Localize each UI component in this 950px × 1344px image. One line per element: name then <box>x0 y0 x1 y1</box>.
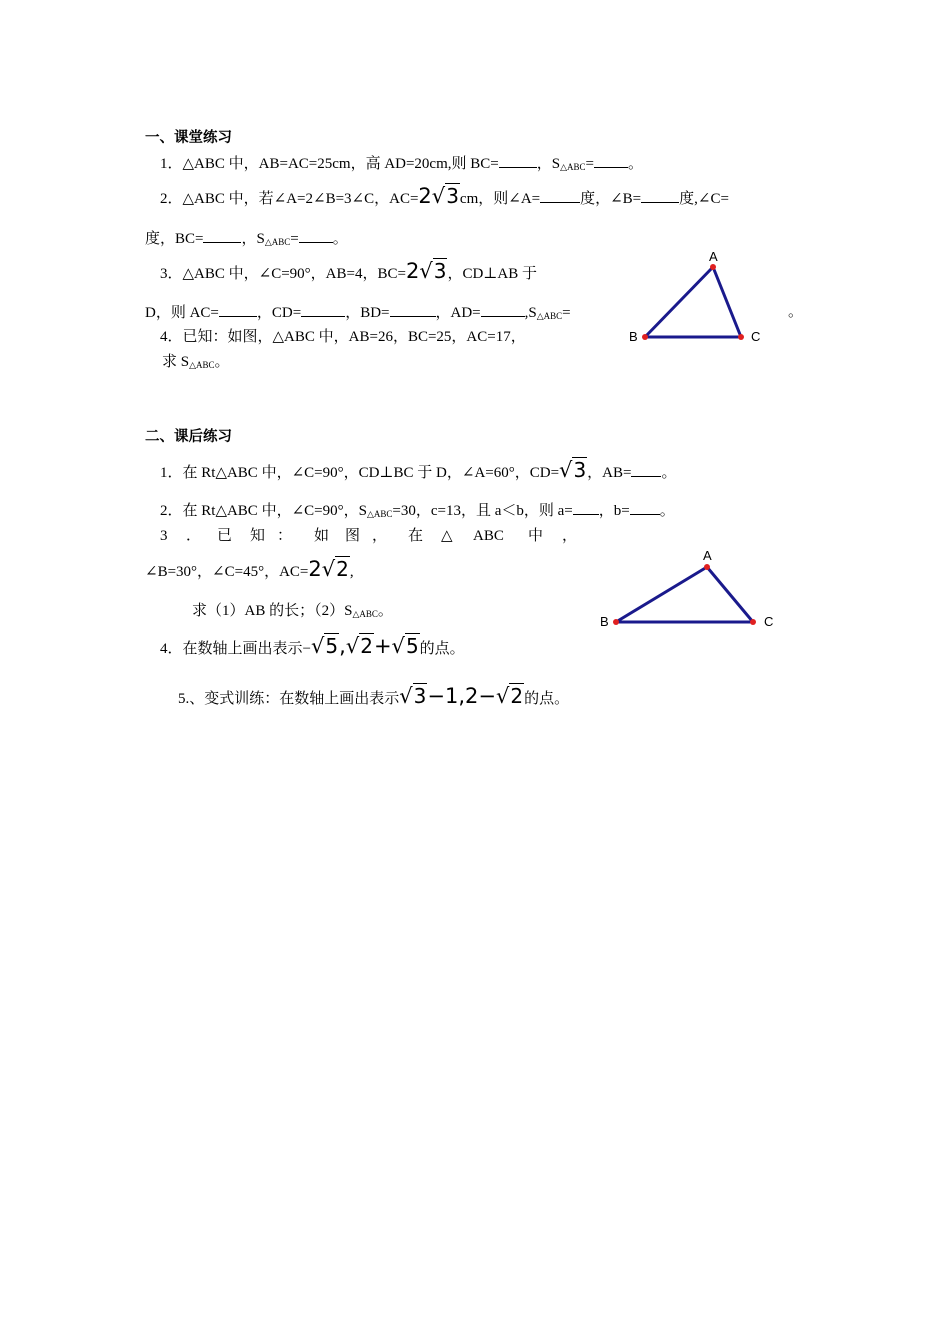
s2-question-4 <box>160 636 465 659</box>
q-text: ， <box>372 528 388 544</box>
q-text: = <box>585 156 594 172</box>
radicand: 5 <box>325 634 339 658</box>
q-text: 在 <box>408 528 424 544</box>
s2-question-3-cont <box>145 559 354 582</box>
subscript: △ABC <box>352 609 378 619</box>
q-text: 求（1）AB 的长；（2）S <box>192 603 353 619</box>
q-text: 知 <box>250 528 266 544</box>
radicand: 3 <box>446 184 459 208</box>
q-text: △ <box>441 528 453 544</box>
q-text: △ABC 中，若∠A=2∠B=3∠C，AC= <box>182 191 419 207</box>
q-text: △ABC 中，∠C=90°，AB=4，BC= <box>182 266 406 282</box>
vertex-a-point <box>704 564 710 570</box>
q-text: ，S <box>536 156 561 172</box>
q-text: 。 <box>661 465 677 481</box>
q-num: 4． <box>160 641 183 657</box>
answer-blank[interactable] <box>299 228 333 243</box>
answer-blank[interactable] <box>499 153 537 168</box>
radicand: 3 <box>413 684 427 708</box>
radicand: 3 <box>433 259 447 283</box>
q-text: ，CD= <box>256 305 302 321</box>
q-text: 图 <box>345 528 361 544</box>
s1-question-3-cont <box>145 302 571 326</box>
q-text: + <box>373 634 392 658</box>
sqrt-symbol: √ <box>391 634 405 658</box>
sqrt-symbol: √ <box>559 458 573 482</box>
radicand: 2 <box>336 557 349 581</box>
s1-question-4 <box>160 327 526 347</box>
q-text: △ABC 中，AB=AC=25cm，高 AD=20cm,则 BC= <box>182 156 499 172</box>
section2-title: 二、课后练习 <box>145 429 232 445</box>
q-text: , <box>339 634 346 658</box>
sqrt-symbol: √ <box>321 557 336 581</box>
vertex-b-label: B <box>629 329 638 344</box>
vertex-c-label: C <box>764 614 774 629</box>
q-text: = <box>290 231 299 247</box>
q-text: cm，则∠A= <box>459 191 541 207</box>
s1-question-2-cont <box>145 228 348 252</box>
q-text: 已知：如图，△ABC 中，AB=26，BC=25，AC=17， <box>182 329 526 345</box>
subscript: △ABC <box>536 311 563 321</box>
answer-blank[interactable] <box>631 462 661 477</box>
radical-coefficient: 2 <box>418 184 432 208</box>
q-text: ，CD⊥AB 于 <box>447 266 537 282</box>
q-text: −1,2− <box>427 684 496 708</box>
subscript: △ABC <box>264 237 291 247</box>
q-text: ，S <box>241 231 265 247</box>
answer-blank[interactable] <box>219 302 257 317</box>
q-text: − <box>302 641 311 657</box>
q-text: , <box>349 564 354 580</box>
subscript: △ABC <box>560 162 586 172</box>
q-text: 。 <box>214 354 230 370</box>
radicand: 3 <box>573 458 587 482</box>
q-num: 2． <box>160 191 183 207</box>
answer-blank[interactable] <box>203 228 241 243</box>
sqrt-symbol: √ <box>311 634 325 658</box>
sqrt-symbol: √ <box>431 184 446 208</box>
s1-question-3 <box>160 261 537 284</box>
section1-title: 一、课堂练习 <box>145 130 232 146</box>
q-text: ABC <box>473 528 504 544</box>
s1-question-2 <box>160 186 729 209</box>
q-text: 在 Rt△ABC 中，∠C=90°，CD⊥BC 于 D，∠A=60°，CD= <box>182 465 560 481</box>
vertex-c-label: C <box>751 329 761 344</box>
answer-blank[interactable] <box>630 500 660 515</box>
s2-question-2 <box>160 500 675 524</box>
q-text: ， <box>562 528 578 544</box>
q-num: 1． <box>160 465 183 481</box>
q-text: ，AD= <box>435 305 481 321</box>
q-text: ． <box>186 528 202 544</box>
q-text: 5.、变式训练：在数轴上画出表示 <box>178 691 400 707</box>
s2-question-3-ask <box>192 601 393 624</box>
q-text: ，BD= <box>345 305 390 321</box>
vertex-b-label: B <box>600 614 609 629</box>
radicand: 2 <box>360 634 373 658</box>
answer-blank[interactable] <box>540 188 580 203</box>
q-text: 度,∠C= <box>679 191 729 207</box>
q-text: 度，BC= <box>145 231 204 247</box>
answer-blank[interactable] <box>301 302 345 317</box>
answer-blank[interactable] <box>594 153 628 168</box>
q-text: 已 <box>217 528 233 544</box>
vertex-b-point <box>642 334 648 340</box>
subscript: △ABC <box>366 509 393 519</box>
sqrt-symbol: √ <box>495 684 510 708</box>
q-num: 1． <box>160 156 183 172</box>
q-text: =30，c=13，且 a＜b，则 a= <box>392 503 573 519</box>
s1-question-3-end: 。 <box>788 304 804 320</box>
q-text: = <box>562 305 571 321</box>
q-text: 在数轴上画出表示 <box>182 641 303 657</box>
q-text: ∠B=30°，∠C=45°，AC= <box>145 564 309 580</box>
sqrt-symbol: √ <box>345 634 360 658</box>
q-text: 。 <box>377 603 393 619</box>
triangle-abc <box>645 267 741 337</box>
q-num: 3． <box>160 266 183 282</box>
s2-question-1 <box>160 460 677 483</box>
answer-blank[interactable] <box>390 302 436 317</box>
vertex-c-point <box>738 334 744 340</box>
q-text: 如 <box>314 528 330 544</box>
q-text: 在 Rt△ABC 中，∠C=90°，S <box>182 503 367 519</box>
s2-question-5 <box>178 686 569 709</box>
triangle-abc <box>616 567 753 622</box>
q-num: 2． <box>160 503 183 519</box>
radicand: 5 <box>405 634 419 658</box>
q-text: 。 <box>659 503 675 519</box>
q-text: 。 <box>332 231 348 247</box>
sqrt-symbol: √ <box>399 684 413 708</box>
q-text: 。 <box>627 156 643 172</box>
q-num: 4． <box>160 329 183 345</box>
q-text: 的点。 <box>419 641 465 657</box>
vertex-a-label: A <box>709 249 718 264</box>
radicand: 2 <box>510 684 524 708</box>
vertex-a-label: A <box>703 548 712 563</box>
sqrt-symbol: √ <box>419 259 433 283</box>
radical-coefficient: 2 <box>405 259 420 283</box>
vertex-c-point <box>750 619 756 625</box>
q-text: ,S <box>524 305 537 321</box>
q-text: 求 S <box>162 354 190 370</box>
answer-blank[interactable] <box>481 302 525 317</box>
q-text: D，则 AC= <box>145 305 219 321</box>
q-num: 3 <box>160 528 168 544</box>
q-text: ： <box>277 528 293 544</box>
s1-question-4-cont <box>162 352 230 375</box>
s1-question-1 <box>160 153 643 177</box>
q-text: ，b= <box>598 503 630 519</box>
radical-coefficient: 2 <box>308 557 322 581</box>
answer-blank[interactable] <box>641 188 679 203</box>
q-text: 的点。 <box>524 691 570 707</box>
q-text: 度，∠B= <box>580 191 642 207</box>
answer-blank[interactable] <box>573 500 599 515</box>
q-text: 中 <box>528 528 544 544</box>
vertex-a-point <box>710 264 716 270</box>
vertex-b-point <box>613 619 619 625</box>
subscript: △ABC <box>189 360 215 370</box>
q-text: ，AB= <box>587 465 632 481</box>
